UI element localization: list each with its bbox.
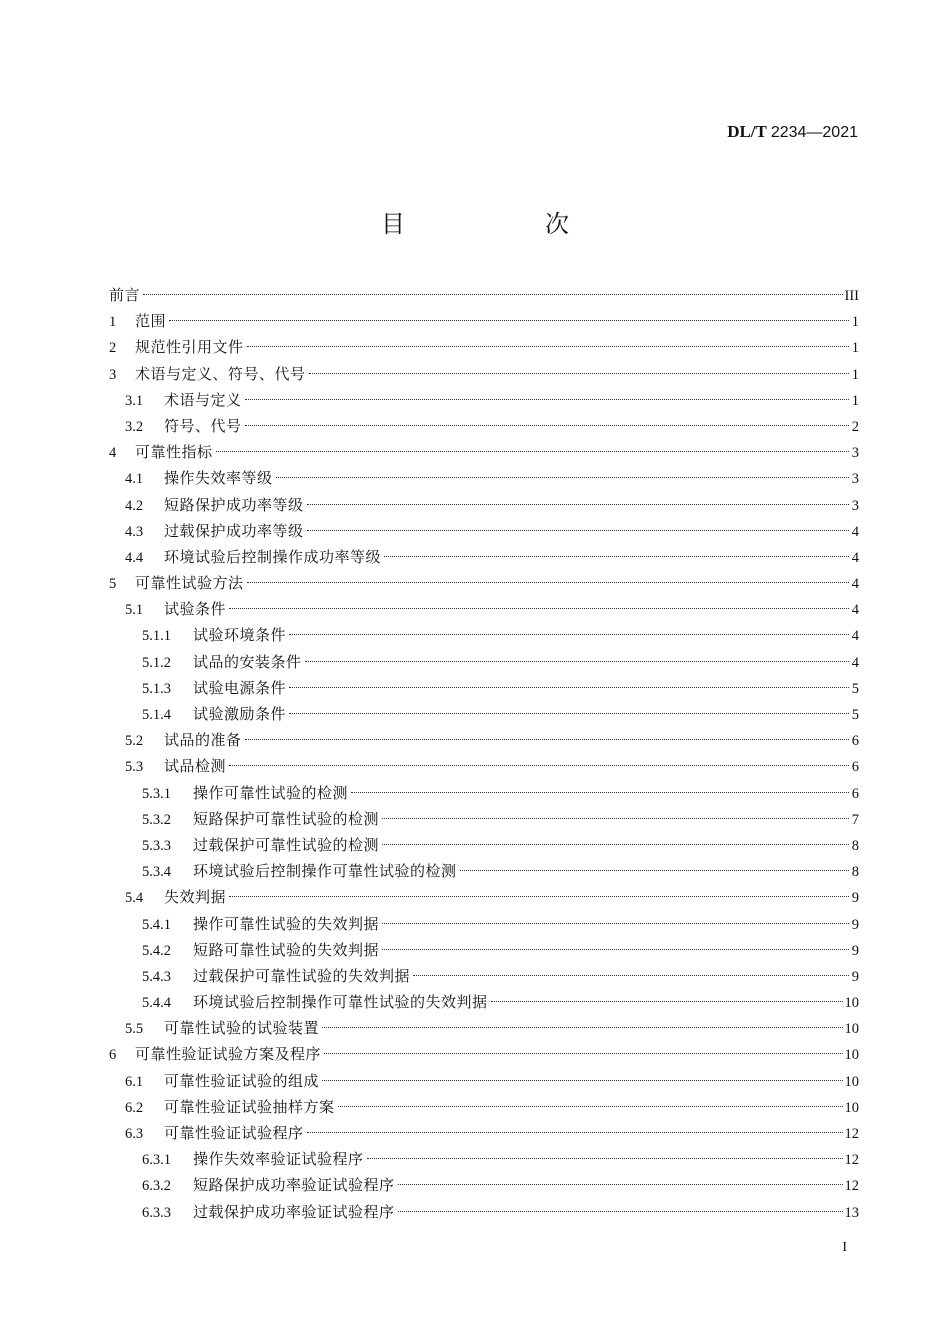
toc-entry-page: 4 bbox=[851, 523, 859, 540]
toc-entry-page: 1 bbox=[851, 340, 859, 357]
toc-entry[interactable] bbox=[109, 780, 859, 806]
toc-dot-leader bbox=[460, 870, 849, 871]
toc-entry-page: 12 bbox=[844, 1152, 859, 1169]
toc-entry[interactable] bbox=[109, 1041, 859, 1067]
toc-entry-number: 5.3.1 bbox=[142, 785, 171, 802]
toc-entry-number: 5.4.3 bbox=[142, 968, 171, 985]
toc-dot-leader bbox=[338, 1106, 843, 1107]
toc-entry-page: 3 bbox=[851, 497, 859, 514]
toc-dot-leader bbox=[216, 451, 849, 452]
toc-entry-title: 短路保护成功率等级 bbox=[164, 495, 304, 514]
toc-entry-title: 环境试验后控制操作成功率等级 bbox=[164, 547, 382, 566]
toc-entry-page: 4 bbox=[851, 654, 859, 671]
toc-entry-page: 1 bbox=[851, 366, 859, 383]
toc-entry-number: 6.3.1 bbox=[142, 1152, 171, 1169]
toc-entry-title: 试验条件 bbox=[164, 600, 227, 619]
toc-entry-title: 试验电源条件 bbox=[193, 678, 287, 697]
toc-entry[interactable] bbox=[109, 387, 859, 413]
toc-entry-title: 前言 bbox=[109, 286, 141, 304]
toc-entry-title: 规范性引用文件 bbox=[135, 338, 244, 357]
toc-entry-page: 9 bbox=[851, 942, 859, 959]
toc-dot-leader bbox=[324, 1053, 842, 1054]
toc-entry[interactable] bbox=[109, 937, 859, 963]
toc-entry-page: III bbox=[844, 288, 859, 304]
toc-entry-number: 5.4.4 bbox=[142, 995, 171, 1012]
toc-entry-title: 试验环境条件 bbox=[193, 626, 287, 645]
toc-dot-leader bbox=[307, 530, 849, 531]
toc-entry-page: 6 bbox=[851, 785, 859, 802]
toc-entry-page: 10 bbox=[844, 1073, 859, 1090]
toc-entry-title: 术语与定义 bbox=[164, 390, 242, 409]
toc-entry-title: 环境试验后控制操作可靠性试验的检测 bbox=[193, 862, 457, 881]
toc-dot-leader bbox=[229, 765, 849, 766]
toc-entry[interactable] bbox=[109, 544, 859, 570]
toc-entry-page: 13 bbox=[844, 1204, 859, 1221]
toc-entry-page: 1 bbox=[851, 392, 859, 409]
toc-entry[interactable] bbox=[109, 1172, 859, 1198]
toc-entry-title: 失效判据 bbox=[164, 888, 227, 907]
toc-entry[interactable] bbox=[109, 1068, 859, 1094]
toc-entry-number: 4.1 bbox=[125, 471, 144, 488]
toc-entry-page: 10 bbox=[844, 1099, 859, 1116]
toc-entry-number: 5.2 bbox=[125, 733, 144, 750]
toc-entry-number: 6.1 bbox=[125, 1073, 144, 1090]
toc-entry-page: 12 bbox=[844, 1178, 859, 1195]
toc-entry-number: 5.3.4 bbox=[142, 864, 171, 881]
toc-dot-leader bbox=[289, 634, 849, 635]
toc-entry[interactable] bbox=[109, 1015, 859, 1041]
standard-code bbox=[727, 122, 858, 142]
toc-entry-page: 3 bbox=[851, 471, 859, 488]
toc-entry-number: 6.3.2 bbox=[142, 1178, 171, 1195]
toc-entry[interactable] bbox=[109, 413, 859, 439]
toc-entry-page: 7 bbox=[851, 811, 859, 828]
toc-entry-title: 试品检测 bbox=[164, 757, 227, 776]
toc-entry[interactable] bbox=[109, 465, 859, 491]
toc-entry-title: 可靠性验证试验方案及程序 bbox=[135, 1045, 322, 1064]
toc-entry-title: 操作可靠性试验的失效判据 bbox=[193, 914, 380, 933]
toc-entry[interactable] bbox=[109, 753, 859, 779]
toc-dot-leader bbox=[307, 1132, 843, 1133]
toc-entry-number: 5.1.4 bbox=[142, 707, 171, 723]
toc-entry-number: 6.2 bbox=[125, 1099, 144, 1116]
toc-entry-number: 5.4 bbox=[125, 890, 144, 907]
toc-dot-leader bbox=[247, 582, 849, 583]
toc-entry-page: 4 bbox=[851, 576, 859, 593]
toc-dot-leader bbox=[491, 1001, 843, 1002]
toc-entry-page: 2 bbox=[851, 418, 859, 435]
toc-entry-page: 4 bbox=[851, 549, 859, 566]
toc-entry[interactable] bbox=[109, 492, 859, 518]
toc-entry-page: 9 bbox=[851, 916, 859, 933]
toc-dot-leader bbox=[382, 844, 849, 845]
toc-entry-number: 5.5 bbox=[125, 1021, 144, 1038]
toc-entry-page: 8 bbox=[851, 837, 859, 854]
toc-entry-page: 5 bbox=[851, 680, 859, 697]
toc-dot-leader bbox=[143, 294, 842, 295]
toc-entry-number: 3.2 bbox=[125, 418, 144, 435]
toc-entry-number: 6 bbox=[109, 1047, 117, 1064]
toc-entry-title: 短路保护可靠性试验的检测 bbox=[193, 809, 380, 828]
toc-entry-page: 5 bbox=[851, 707, 859, 723]
toc-entry-number: 5.4.1 bbox=[142, 916, 171, 933]
toc-entry-page: 8 bbox=[851, 864, 859, 881]
toc-entry-title: 可靠性验证试验抽样方案 bbox=[164, 1097, 335, 1116]
toc-entry-number: 1 bbox=[109, 314, 117, 331]
toc-entry-number: 4.2 bbox=[125, 497, 144, 514]
toc-entry[interactable] bbox=[109, 963, 859, 989]
toc-entry[interactable] bbox=[109, 727, 859, 753]
toc-entry[interactable] bbox=[109, 1120, 859, 1146]
page-number: I bbox=[842, 1240, 847, 1255]
toc-entry-number: 5 bbox=[109, 576, 117, 593]
toc-dot-leader bbox=[245, 739, 849, 740]
toc-dot-leader bbox=[289, 713, 849, 714]
toc-entry-number: 5.1.1 bbox=[142, 628, 171, 645]
toc-entry-title: 可靠性验证试验程序 bbox=[164, 1124, 304, 1142]
toc-entry-number: 5.1.3 bbox=[142, 680, 171, 697]
toc-entry-number: 5.3.3 bbox=[142, 837, 171, 854]
toc-entry-title: 试品的安装条件 bbox=[193, 652, 302, 671]
toc-entry[interactable] bbox=[109, 649, 859, 675]
toc-entry-number: 5.1 bbox=[125, 602, 144, 619]
toc-entry-title: 试验激励条件 bbox=[193, 705, 287, 723]
toc-entry-page: 9 bbox=[851, 968, 859, 985]
toc-entry-number: 5.4.2 bbox=[142, 942, 171, 959]
toc-entry[interactable] bbox=[109, 675, 859, 701]
toc-entry-page: 6 bbox=[851, 759, 859, 776]
toc-entry[interactable] bbox=[109, 570, 859, 596]
toc-dot-leader bbox=[245, 399, 849, 400]
toc-entry-title: 操作失效率等级 bbox=[164, 469, 273, 488]
toc-entry-number: 6.3.3 bbox=[142, 1204, 171, 1221]
toc-entry-title: 符号、代号 bbox=[164, 416, 242, 435]
toc-entry-number: 5.3.2 bbox=[142, 811, 171, 828]
toc-entry-page: 3 bbox=[851, 445, 859, 462]
toc-dot-leader bbox=[229, 608, 849, 609]
toc-entry[interactable] bbox=[109, 701, 859, 727]
toc-dot-leader bbox=[276, 477, 849, 478]
toc-entry[interactable] bbox=[109, 361, 859, 387]
toc-entry[interactable] bbox=[109, 1094, 859, 1120]
toc-entry-number: 5.3 bbox=[125, 759, 144, 776]
toc-dot-leader bbox=[367, 1158, 843, 1159]
toc-entry[interactable] bbox=[109, 596, 859, 622]
toc-entry-number: 3 bbox=[109, 366, 117, 383]
toc-entry-title: 范围 bbox=[135, 312, 167, 331]
toc-entry-title: 过载保护可靠性试验的失效判据 bbox=[193, 966, 411, 985]
toc-entry-page: 9 bbox=[851, 890, 859, 907]
toc-dot-leader bbox=[384, 556, 849, 557]
toc-entry[interactable] bbox=[109, 308, 859, 334]
toc-entry[interactable] bbox=[109, 911, 859, 937]
toc-entry[interactable] bbox=[109, 518, 859, 544]
toc-entry[interactable] bbox=[109, 1199, 859, 1225]
toc-entry[interactable] bbox=[109, 282, 859, 308]
toc-dot-leader bbox=[382, 949, 849, 950]
toc-entry[interactable] bbox=[109, 989, 859, 1015]
toc-entry-page: 10 bbox=[844, 1021, 859, 1038]
toc-entry[interactable] bbox=[109, 858, 859, 884]
toc-dot-leader bbox=[245, 425, 849, 426]
toc-dot-leader bbox=[351, 792, 849, 793]
toc-entry-title: 操作失效率验证试验程序 bbox=[193, 1150, 364, 1169]
toc-entry-title: 过载保护成功率等级 bbox=[164, 521, 304, 540]
toc-dot-leader bbox=[398, 1211, 843, 1212]
toc-entry[interactable] bbox=[109, 884, 859, 910]
toc-entry-title: 短路可靠性试验的失效判据 bbox=[193, 940, 380, 959]
toc-entry-title: 环境试验后控制操作可靠性试验的失效判据 bbox=[193, 993, 488, 1012]
toc-entry-number: 2 bbox=[109, 340, 117, 357]
toc-dot-leader bbox=[309, 373, 849, 374]
toc-entry-number: 6.3 bbox=[125, 1126, 144, 1142]
toc-entry-number: 4.4 bbox=[125, 549, 144, 566]
toc-entry-title: 术语与定义、符号、代号 bbox=[135, 364, 306, 383]
table-of-contents bbox=[109, 282, 859, 1225]
toc-entry-title: 试品的准备 bbox=[164, 731, 242, 750]
toc-dot-leader bbox=[229, 896, 849, 897]
toc-entry[interactable] bbox=[109, 622, 859, 648]
toc-dot-leader bbox=[382, 818, 849, 819]
toc-entry-title: 可靠性验证试验的组成 bbox=[164, 1071, 320, 1090]
toc-title: 目 次 bbox=[381, 210, 627, 238]
toc-dot-leader bbox=[382, 923, 849, 924]
toc-entry-page: 12 bbox=[844, 1126, 859, 1142]
toc-dot-leader bbox=[307, 504, 849, 505]
toc-dot-leader bbox=[305, 661, 849, 662]
toc-entry-page: 4 bbox=[851, 628, 859, 645]
toc-dot-leader bbox=[169, 320, 849, 321]
toc-entry[interactable] bbox=[109, 334, 859, 360]
toc-entry-number: 4.3 bbox=[125, 523, 144, 540]
standard-number: 2234—2021 bbox=[770, 124, 858, 141]
toc-entry-number: 4 bbox=[109, 445, 117, 462]
toc-dot-leader bbox=[322, 1027, 842, 1028]
toc-dot-leader bbox=[247, 346, 849, 347]
toc-entry-number: 5.1.2 bbox=[142, 654, 171, 671]
toc-entry[interactable] bbox=[109, 439, 859, 465]
toc-dot-leader bbox=[413, 975, 849, 976]
toc-entry-page: 4 bbox=[851, 602, 859, 619]
toc-dot-leader bbox=[398, 1184, 843, 1185]
toc-dot-leader bbox=[289, 687, 849, 688]
toc-entry-title: 短路保护成功率验证试验程序 bbox=[193, 1176, 395, 1195]
toc-entry[interactable] bbox=[109, 806, 859, 832]
toc-entry-page: 10 bbox=[844, 1047, 859, 1064]
toc-entry-title: 操作可靠性试验的检测 bbox=[193, 783, 349, 802]
toc-entry-page: 10 bbox=[844, 995, 859, 1012]
toc-entry-title: 可靠性指标 bbox=[135, 443, 213, 462]
toc-entry-title: 可靠性试验方法 bbox=[135, 574, 244, 593]
toc-entry-title: 可靠性试验的试验装置 bbox=[164, 1019, 320, 1038]
toc-entry-title: 过载保护成功率验证试验程序 bbox=[193, 1202, 395, 1221]
toc-entry[interactable] bbox=[109, 1146, 859, 1172]
toc-entry-page: 1 bbox=[851, 314, 859, 331]
toc-entry[interactable] bbox=[109, 832, 859, 858]
toc-dot-leader bbox=[322, 1080, 842, 1081]
standard-prefix: DL/T bbox=[727, 122, 767, 141]
toc-entry-number: 3.1 bbox=[125, 392, 144, 409]
toc-entry-title: 过载保护可靠性试验的检测 bbox=[193, 835, 380, 854]
toc-entry-page: 6 bbox=[851, 733, 859, 750]
